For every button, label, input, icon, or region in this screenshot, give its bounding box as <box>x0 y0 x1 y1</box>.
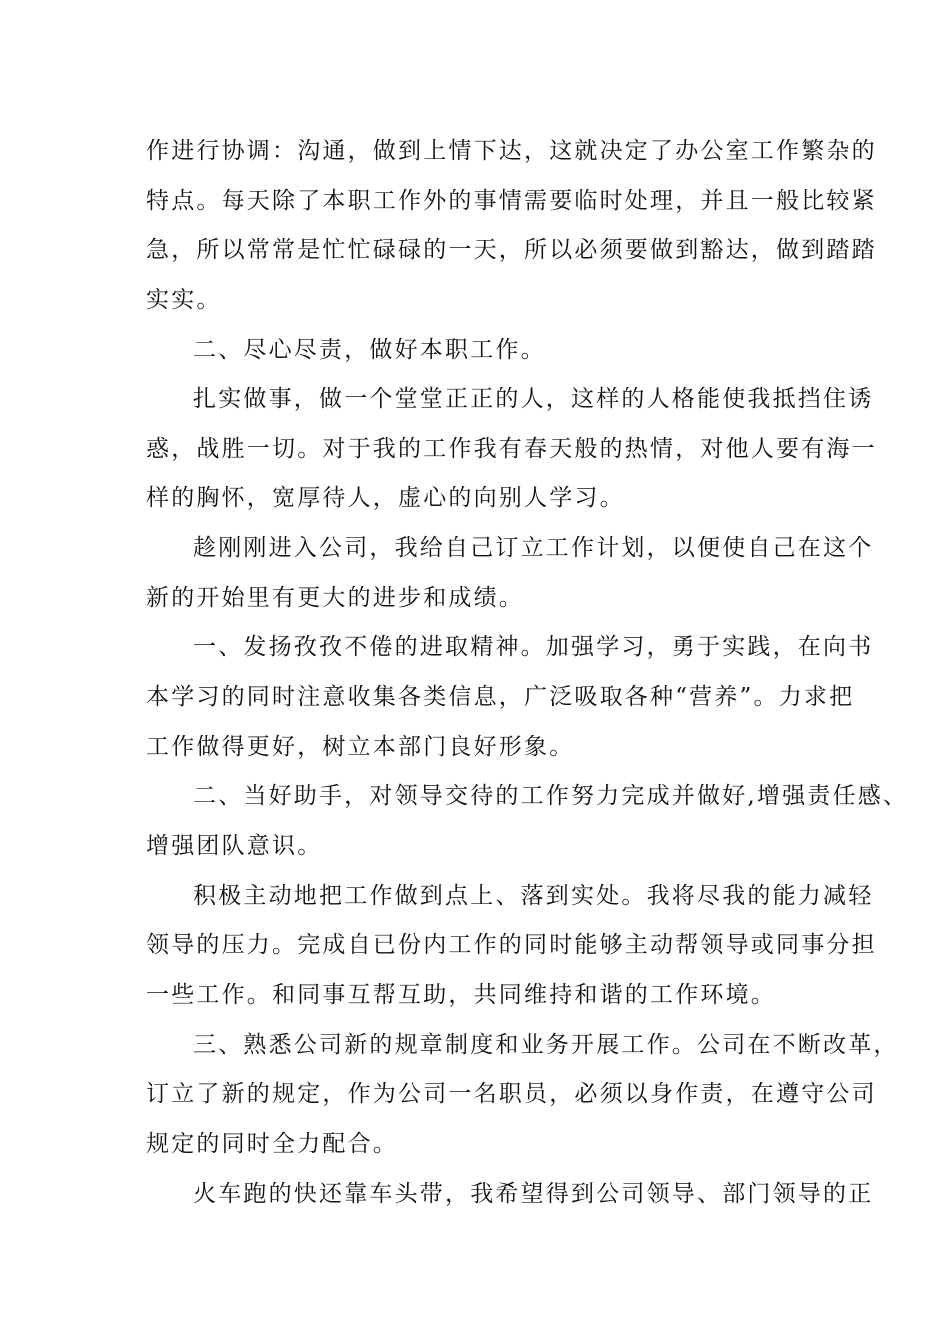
text-line: 一、发扬孜孜不倦的进取精神。加强学习，勇于实践，在向书 <box>193 634 874 660</box>
text-line: 订立了新的规定，作为公司一名职员，必须以身作责，在遵守公司 <box>146 1081 877 1107</box>
text-line: 特点。每天除了本职工作外的事情需要临时处理，并且一般比较紧 <box>146 188 877 214</box>
text-line: 作进行协调：沟通，做到上情下达，这就决定了办公室工作繁杂的 <box>146 138 877 164</box>
text-line: 样的胸怀，宽厚待人，虚心的向别人学习。 <box>146 485 625 511</box>
text-line: 三、熟悉公司新的规章制度和业务开展工作。公司在不断改革， <box>193 1032 899 1058</box>
section-heading: 二、尽心尽责，做好本职工作。 <box>193 337 546 363</box>
text-line: 二、当好助手，对领导交待的工作努力完成并做好,增强责任感、 <box>193 783 909 809</box>
text-line: 领导的压力。完成自已份内工作的同时能够主动帮领导或同事分担 <box>146 932 877 958</box>
text-line: 新的开始里有更大的进步和成绩。 <box>146 585 524 611</box>
text-line: 趁刚刚进入公司，我给自己订立工作计划，以便使自己在这个 <box>193 535 874 561</box>
text-line: 惑，战胜一切。对于我的工作我有春天般的热情，对他人要有海一 <box>146 436 877 462</box>
text-line: 急，所以常常是忙忙碌碌的一天，所以必须要做到豁达，做到踏踏 <box>146 237 877 263</box>
text-line: 工作做得更好，树立本部门良好形象。 <box>146 734 575 760</box>
text-line: 本学习的同时注意收集各类信息，广泛吸取各种“营养”。力求把 <box>146 684 855 710</box>
text-line: 增强团队意识。 <box>146 833 323 859</box>
text-line: 一些工作。和同事互帮互助，共同维持和谐的工作环境。 <box>146 982 776 1008</box>
text-line: 扎实做事，做一个堂堂正正的人，这样的人格能使我抵挡住诱 <box>193 386 874 412</box>
text-line: 实实。 <box>146 287 222 313</box>
text-line: 规定的同时全力配合。 <box>146 1131 398 1157</box>
text-line: 火车跑的快还靠车头带，我希望得到公司领导、部门领导的正 <box>193 1181 874 1207</box>
text-line: 积极主动地把工作做到点上、落到实处。我将尽我的能力减轻 <box>193 883 874 909</box>
